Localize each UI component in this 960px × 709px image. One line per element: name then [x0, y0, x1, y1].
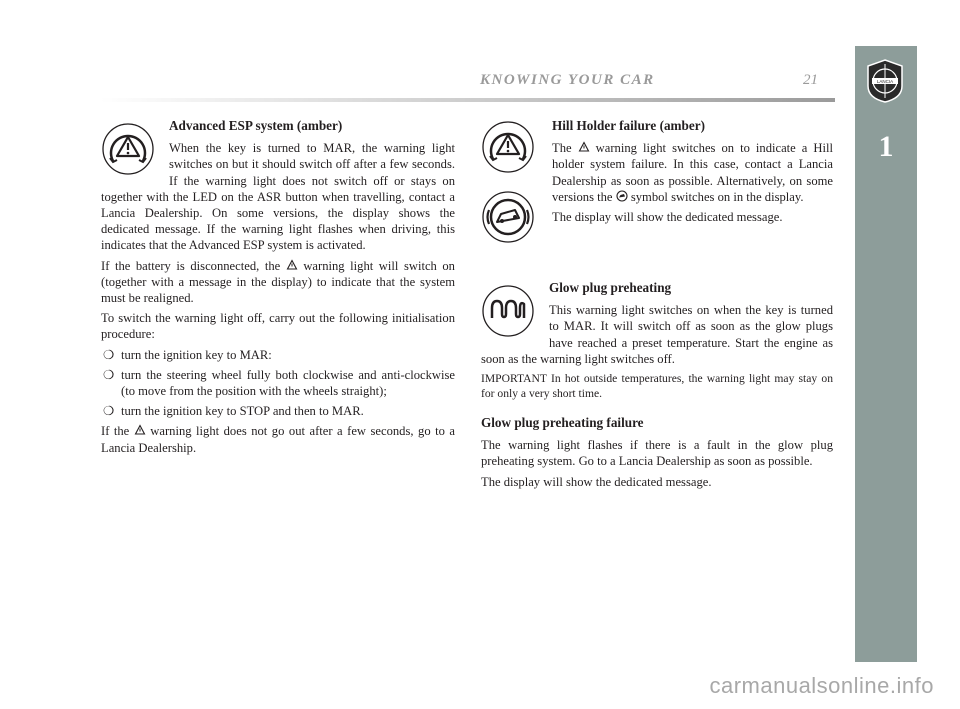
hill-holder-paragraph-2: The display will show the dedicated message. — [552, 210, 783, 225]
esp-inline-icon — [286, 259, 298, 271]
header-rule — [100, 98, 835, 102]
esp-paragraph-1: When the key is turned to MAR, the warning light switches on but it should switch off after a few seconds. If the warning light does not switch off or stays on together with the LED on the ASR button when travelling, contact a Lancia Dealership. On some versions, the display shows the dedicated message. If the warning light flashes when driving, this indicates that the Advanced ESP system is activated. — [101, 141, 455, 253]
lancia-logo-icon — [864, 58, 906, 104]
hill-holder-car-inline-icon — [616, 190, 628, 202]
hill-holder-paragraph-1: The warning light switches on to indicate a Hill holder system failure. In this case, contact a Lancia Dealership as soon as possible. Alternatively, on some versions the symbol switches on in the display. — [552, 141, 833, 204]
hill-holder-warning-icon — [481, 120, 535, 174]
glow-plug-failure-paragraph-1: The warning light flashes if there is a fault in the glow plug preheating system. Go to a Lancia Dealership as soon as possible. — [481, 438, 833, 469]
svg-text:LANCIA: LANCIA — [876, 79, 894, 84]
glow-plug-title: Glow plug preheating — [549, 280, 672, 295]
glow-plug-paragraph-1: This warning light switches on when the key is turned to MAR. It will switch off as soon as the glow plugs have reached a preset temperature. Start the engine as soon as the warning light switches off. — [481, 303, 833, 366]
hill-holder-inline-icon — [578, 141, 590, 153]
glow-plug-icon — [481, 284, 535, 338]
glow-plug-section — [481, 280, 833, 401]
esp-paragraph-3: To switch the warning light off, carry out the following initialisation procedure: — [101, 311, 455, 342]
chapter-number: 1 — [878, 130, 894, 163]
hill-holder-section — [481, 118, 833, 238]
esp-inline-icon — [134, 424, 146, 436]
list-item: ❍ turn the ignition key to STOP and then to MAR. — [103, 404, 364, 419]
glow-plug-paragraph-2: IMPORTANT In hot outside temperatures, the warning light may stay on for only a very short time. — [481, 372, 833, 401]
hill-holder-title: Hill Holder failure (amber) — [552, 118, 705, 133]
list-item: ❍ turn the steering wheel fully both clockwise and anti-clockwise (to move from the position with the wheels straight); — [103, 367, 455, 399]
glow-plug-failure-section — [481, 415, 833, 490]
glow-plug-failure-paragraph-2: The display will show the dedicated message. — [481, 474, 712, 489]
esp-title: Advanced ESP system (amber) — [169, 118, 343, 133]
left-column — [101, 118, 455, 460]
page-number: 21 — [803, 72, 818, 88]
right-column — [481, 118, 833, 494]
esp-warning-icon — [101, 122, 155, 176]
running-header: KNOWING YOUR CAR — [480, 72, 655, 88]
esp-paragraph-4: If the warning light does not go out after a few seconds, go to a Lancia Dealership. — [101, 424, 455, 455]
esp-paragraph-2: If the battery is disconnected, the warning light will switch on (together with a message in the display) to indicate that the system must be realigned. — [101, 258, 455, 306]
list-item: ❍ turn the ignition key to MAR: — [103, 347, 272, 362]
watermark: carmanualsonline.info — [709, 673, 934, 698]
glow-plug-failure-title: Glow plug preheating failure — [481, 415, 644, 431]
hill-holder-car-icon — [481, 190, 535, 244]
